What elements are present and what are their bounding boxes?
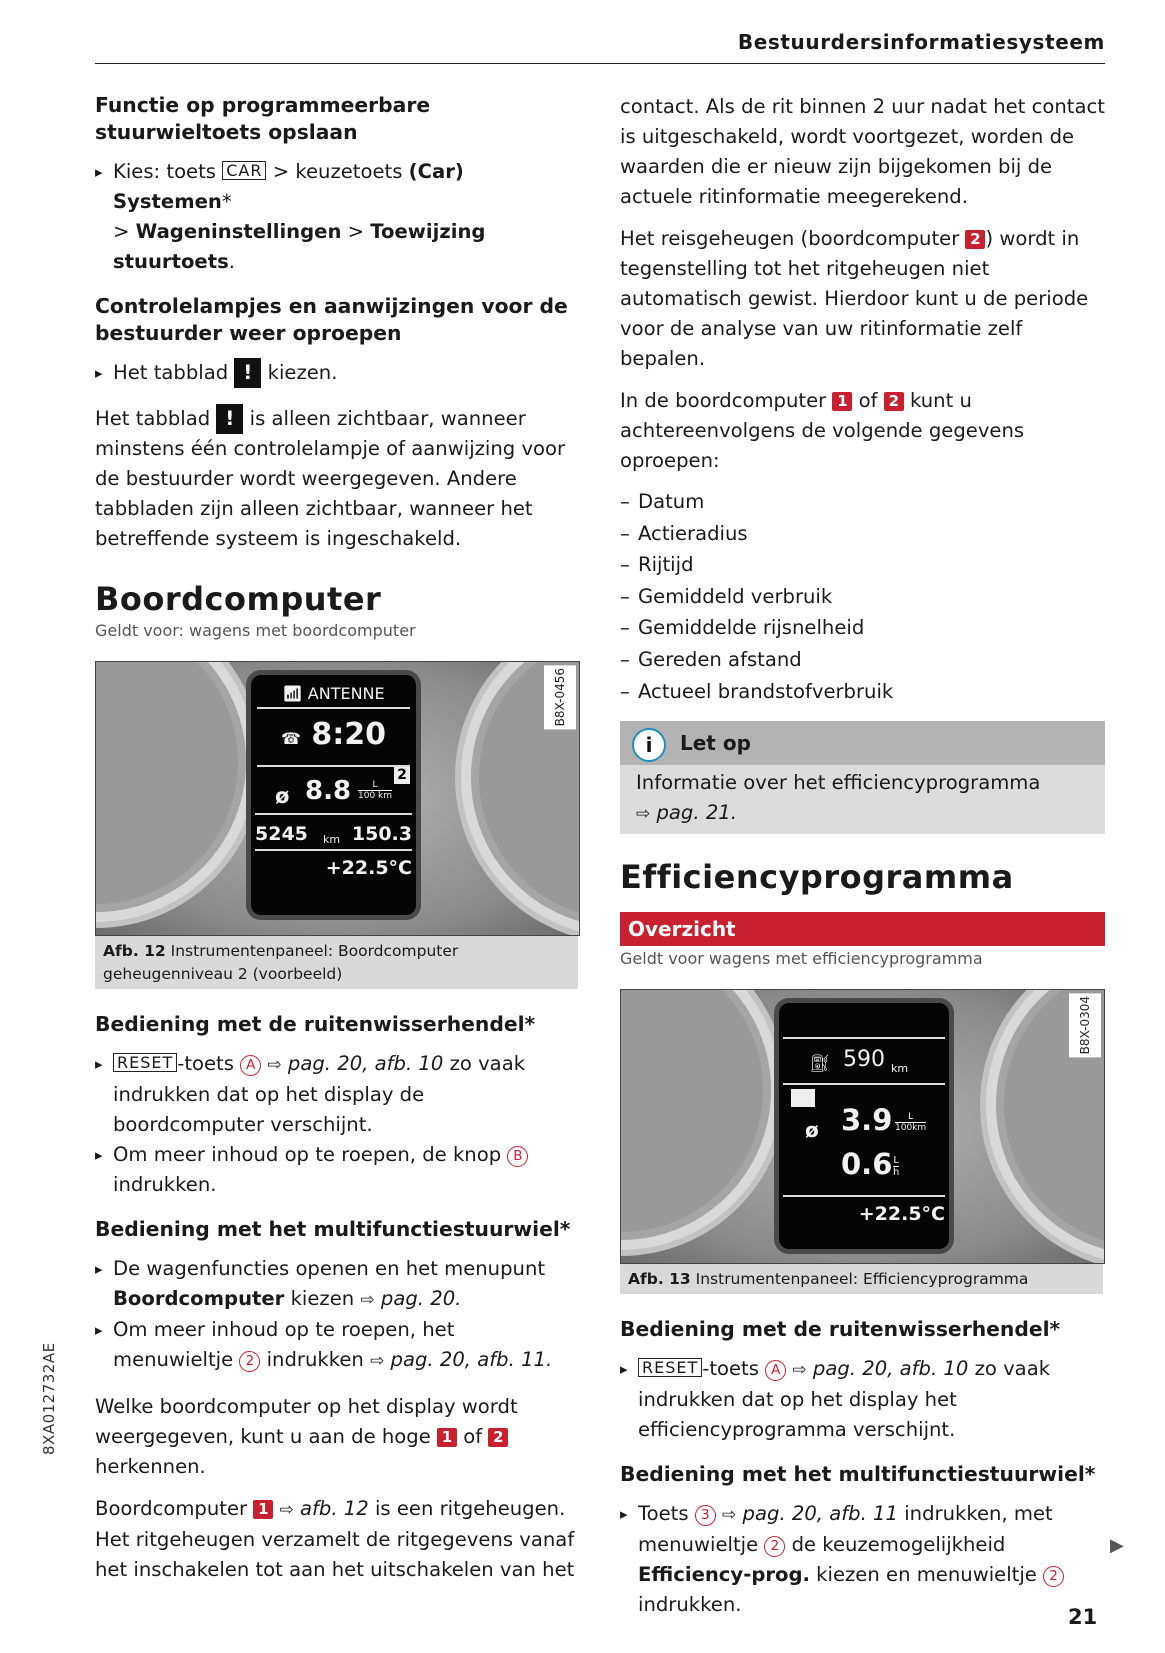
avg-consumption: 8.8: [305, 776, 352, 806]
bullet-tabblad: ▸ Het tabblad ! kiezen.: [95, 358, 580, 388]
ref-arrow-icon: ⇨: [636, 804, 651, 825]
eco-icon: [791, 1089, 815, 1107]
warning-tab-icon: !: [234, 358, 261, 388]
bullet-reset-eff: ▸ RESET -toets A ⇨ pag. 20, afb. 10 zo vaak indrukken dat op het display het efficiencyprogramma verschijnt.: [620, 1354, 1105, 1445]
odometer: 5245: [255, 823, 308, 845]
trip-distance: 150.3: [351, 823, 412, 845]
paragraph-ritgeheugen: Boordcomputer 1 ⇨ afb. 12 is een ritgeheugen. Het ritgeheugen verzamelt de ritgegevens vanaf het inschakelen tot aan het uitschakelen van het: [95, 1497, 575, 1581]
bullet-reset: ▸ RESET -toets A ⇨ pag. 20, afb. 10 zo vaak indrukken dat op het display de boordcomputer verschijnt.: [95, 1049, 580, 1140]
antenna-row: 📶︎ ANTENNE: [257, 681, 410, 709]
reset-key: RESET: [638, 1358, 702, 1377]
reset-key: RESET: [113, 1053, 177, 1072]
heading-opslaan: Functie op programmeerbare stuurwieltoets opslaan: [95, 93, 431, 144]
display-13: [779, 1003, 949, 1249]
figure-12: [95, 661, 580, 936]
ref-arrow-icon: ⇨: [279, 1500, 294, 1520]
list-item: – Gereden afstand: [620, 644, 1105, 676]
ref-arrow-icon: ⇨: [722, 1505, 737, 1526]
consumption-block: ø 3.9 L 100km 0.6 L h: [783, 1083, 945, 1195]
consumption-row: 2 ø 8.8 L 100 km: [257, 765, 410, 807]
range-row: ⛽︎ 590 km: [783, 1037, 945, 1083]
info-icon: i: [632, 728, 666, 762]
figure-13: [620, 989, 1105, 1264]
header-title: Bestuurdersinformatiesysteem: [737, 30, 1105, 54]
heading-multifunctie-right: Bediening met het multifunctiestuurwiel*: [620, 1462, 1096, 1487]
bullet-kies: ▸ Kies: toets CAR > keuzetoets (Car) Systemen* > Wageninstellingen > Toewijzing stuurtoets.: [95, 157, 580, 277]
page-number: 21: [1068, 1605, 1098, 1629]
doc-code: 8XA012732AE: [40, 1342, 58, 1455]
title-boordcomputer: Boordcomputer: [95, 580, 382, 618]
paragraph-welke: Welke boordcomputer op het display wordt weergegeven, kunt u aan de hoge 1 of 2 herkennen.: [95, 1395, 518, 1478]
fuel-pump-icon: ⛽︎: [809, 1054, 831, 1075]
list-item: – Rijtijd: [620, 549, 1105, 581]
bullet-wagenfuncties: ▸ De wagenfuncties openen en het menupunt Boordcomputer kiezen ⇨ pag. 20.: [95, 1254, 580, 1315]
paragraph-tabblad: Het tabblad ! is alleen zichtbaar, wanneer minstens één controlelampje of aanwijzing voor de bestuurder wordt weergegeven. Andere tabbladen zijn alleen zichtbaar, wanneer het betreffende systeem is ingeschakeld.: [95, 404, 580, 554]
caption-13: Afb. 13 Instrumentenpaneel: Efficiencyprogramma: [620, 1264, 1103, 1294]
next-page-arrow[interactable]: ▶: [1110, 1535, 1124, 1556]
trip-row: 5245 km 150.3: [255, 813, 412, 849]
avg-consumption: 3.9: [841, 1103, 893, 1138]
paragraph-reisgeheugen: Het reisgeheugen (boordcomputer 2 ) wordt in tegenstelling tot het ritgeheugen niet automatisch gewist. Hierdoor kunt u de periode voor de analyse van uw ritinformatie zelf bepalen.: [620, 227, 1089, 370]
note-body: Informatie over het efficiencyprogramma ⇨ pag. 21.: [636, 771, 1041, 825]
paragraph-gegevens: In de boordcomputer 1 of 2 kunt u achtereenvolgens de volgende gegevens oproepen:: [620, 389, 1025, 472]
range-value: 590: [843, 1047, 885, 1073]
display-12: [251, 675, 416, 915]
list-item: – Actueel brandstofverbruik: [620, 676, 1105, 708]
ref-arrow-icon: ⇨: [370, 1351, 385, 1371]
heading-ruitenwisser-right: Bediening met de ruitenwisserhendel*: [620, 1317, 1061, 1342]
figure-id-13: B8X-0304: [1069, 993, 1101, 1057]
list-item: – Gemiddelde rijsnelheid: [620, 612, 1105, 644]
heading-ruitenwisser-left: Bediening met de ruitenwisserhendel*: [95, 1012, 536, 1036]
outside-temp: +22.5°C: [255, 849, 412, 885]
caption-12: Afb. 12 Instrumentenpaneel: Boordcomputer geheugenniveau 2 (voorbeeld): [95, 936, 578, 989]
title-efficiency: Efficiencyprogramma: [620, 858, 1014, 897]
running-header: [95, 30, 1105, 64]
ref-arrow-icon: ⇨: [360, 1290, 375, 1310]
paragraph-contact: contact. Als de rit binnen 2 uur nadat het contact is uitgeschakeld, wordt voortgezet, worden de waarden die er nieuw zijn bijgekomen bij de actuele ritinformatie meegerekend.: [620, 95, 1105, 208]
figure-id-12: B8X-0456: [544, 665, 576, 729]
heading-controlelampjes: Controlelampjes en aanwijzingen voor de bestuurder weer oproepen: [95, 294, 568, 345]
heading-multifunctie-left: Bediening met het multifunctiestuurwiel*: [95, 1217, 571, 1241]
left-column: [95, 92, 580, 1585]
outside-temp: +22.5°C: [783, 1195, 945, 1231]
list-item: – Datum: [620, 486, 1105, 518]
antenna-icon: 📶︎: [282, 684, 303, 703]
data-list: [620, 486, 1105, 707]
memory-level: 2: [394, 767, 410, 784]
bullet-toets-3: ▸ Toets 3 ⇨ pag. 20, afb. 11 indrukken, met menuwieltje 2 de keuzemogelijkheid Efficiency-prog. kiezen en menuwieltje 2 indrukken.: [620, 1499, 1105, 1620]
list-item: – Gemiddeld verbruik: [620, 581, 1105, 613]
applies-efficiency: Geldt voor wagens met efficiencyprogramma: [620, 949, 983, 969]
time-row: ☎ 8:20: [280, 717, 386, 752]
car-key: CAR: [222, 161, 266, 180]
warning-tab-icon-2: !: [216, 404, 243, 434]
bullet-knop-b: ▸ Om meer inhoud op te roepen, de knop B indrukken.: [95, 1140, 580, 1200]
right-column: [620, 92, 1105, 1620]
extra-consumption: 0.6: [841, 1147, 893, 1182]
list-item: – Actieradius: [620, 518, 1105, 550]
note-box: [620, 721, 1105, 834]
bullet-menuwieltje: ▸ Om meer inhoud op te roepen, het menuwieltje 2 indrukken ⇨ pag. 20, afb. 11.: [95, 1315, 580, 1376]
ref-arrow-icon: ⇨: [267, 1055, 282, 1075]
note-header: i Let op: [620, 721, 1105, 765]
applies-boordcomputer: Geldt voor: wagens met boordcomputer: [95, 621, 416, 640]
section-overzicht: Overzicht: [620, 912, 1105, 946]
ref-arrow-icon: ⇨: [792, 1360, 807, 1381]
clock-icon: ☎: [280, 729, 301, 748]
